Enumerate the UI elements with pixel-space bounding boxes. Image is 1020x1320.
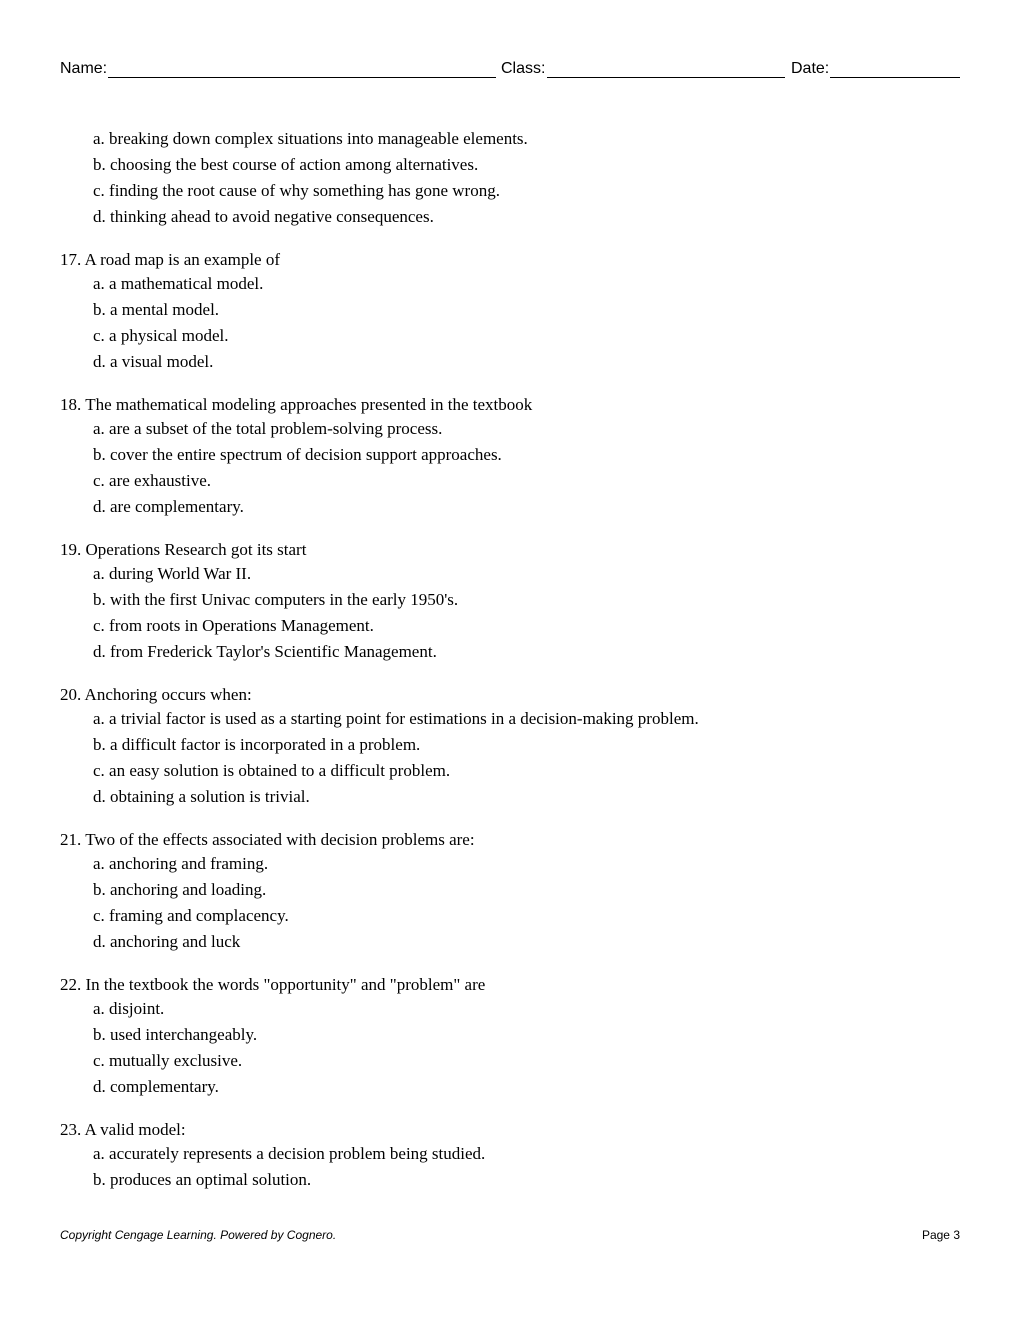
question-stem: 17. A road map is an example of <box>60 250 281 269</box>
option-20b: b. a difficult factor is incorporated in a problem. <box>93 735 421 754</box>
option-22c: c. mutually exclusive. <box>93 1051 243 1070</box>
option-16b: b. choosing the best course of action among alternatives. <box>93 155 479 174</box>
option-22b: b. used interchangeably. <box>93 1025 258 1044</box>
option-16c: c. finding the root cause of why something has gone wrong. <box>93 181 500 200</box>
question-23 <box>60 1119 960 1195</box>
question-stem: 23. A valid model: <box>60 1120 186 1139</box>
option-20d: d. obtaining a solution is trivial. <box>93 787 310 806</box>
question-stem: 20. Anchoring occurs when: <box>60 685 252 704</box>
option-19a: a. during World War II. <box>93 564 252 583</box>
class-blank-line <box>547 77 785 78</box>
option-21c: c. framing and complacency. <box>93 906 289 925</box>
question-stem: 18. The mathematical modeling approaches presented in the textbook <box>60 395 533 414</box>
option-16d: d. thinking ahead to avoid negative consequences. <box>93 207 434 226</box>
question-21 <box>60 829 960 957</box>
question-22 <box>60 974 960 1102</box>
option-21a: a. anchoring and framing. <box>93 854 269 873</box>
question-stem: 22. In the textbook the words "opportunity" and "problem" are <box>60 975 486 994</box>
option-17c: c. a physical model. <box>93 326 229 345</box>
option-23a: a. accurately represents a decision problem being studied. <box>93 1144 486 1163</box>
page-number: Page 3 <box>921 1228 960 1242</box>
question-list <box>60 128 960 1195</box>
name-label: Name: <box>60 60 108 77</box>
option-21b: b. anchoring and loading. <box>93 880 267 899</box>
class-label: Class: <box>501 60 546 77</box>
option-18d: d. are complementary. <box>93 497 244 516</box>
date-blank-line <box>830 77 960 78</box>
question-stem: 21. Two of the effects associated with decision problems are: <box>60 830 475 849</box>
option-23b: b. produces an optimal solution. <box>93 1170 312 1189</box>
page-footer <box>60 1228 960 1246</box>
question-18 <box>60 394 960 522</box>
question-17 <box>60 249 960 377</box>
option-19d: d. from Frederick Taylor's Scientific Management. <box>93 642 437 661</box>
question-16-continued <box>60 128 960 232</box>
option-20c: c. an easy solution is obtained to a difficult problem. <box>93 761 451 780</box>
option-17d: d. a visual model. <box>93 352 214 371</box>
option-18c: c. are exhaustive. <box>93 471 211 490</box>
option-18b: b. cover the entire spectrum of decision support approaches. <box>93 445 502 464</box>
option-17b: b. a mental model. <box>93 300 220 319</box>
option-22d: d. complementary. <box>93 1077 219 1096</box>
option-16a: a. breaking down complex situations into manageable elements. <box>93 129 528 148</box>
option-19b: b. with the first Univac computers in the early 1950's. <box>93 590 459 609</box>
option-20a: a. a trivial factor is used as a starting point for estimations in a decision-making problem. <box>93 709 699 728</box>
worksheet-header <box>60 58 960 82</box>
question-19 <box>60 539 960 667</box>
question-stem: 19. Operations Research got its start <box>60 540 307 559</box>
option-19c: c. from roots in Operations Management. <box>93 616 374 635</box>
name-blank-line <box>108 77 496 78</box>
option-17a: a. a mathematical model. <box>93 274 264 293</box>
date-label: Date: <box>791 60 830 77</box>
question-20 <box>60 684 960 812</box>
option-18a: a. are a subset of the total problem-solving process. <box>93 419 443 438</box>
copyright-notice: Copyright Cengage Learning. Powered by Cognero. <box>60 1228 337 1242</box>
option-21d: d. anchoring and luck <box>93 932 241 951</box>
option-22a: a. disjoint. <box>93 999 165 1018</box>
